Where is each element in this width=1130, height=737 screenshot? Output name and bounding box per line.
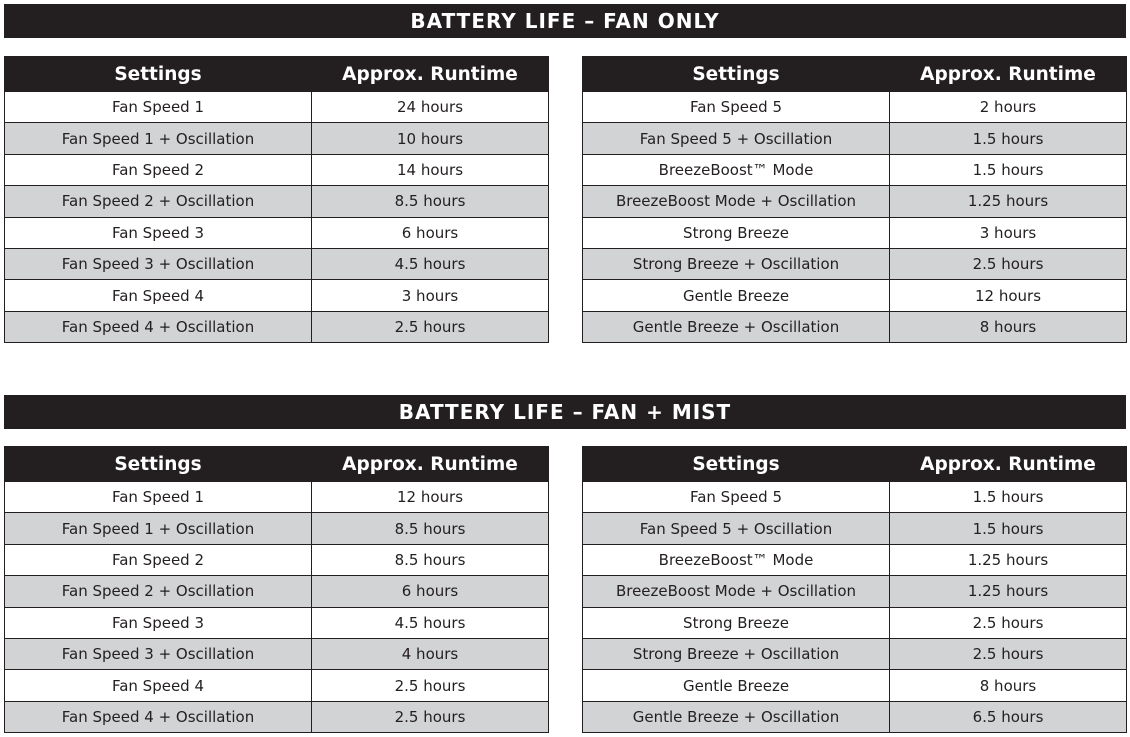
setting-cell: Fan Speed 4 — [5, 280, 312, 311]
table-row — [5, 217, 549, 248]
column-header-settings: Settings — [583, 57, 890, 92]
setting-cell: Fan Speed 5 + Oscillation — [583, 123, 890, 154]
runtime-cell: 1.25 hours — [890, 576, 1127, 607]
setting-cell: Fan Speed 1 — [5, 92, 312, 123]
runtime-cell: 1.5 hours — [890, 482, 1127, 513]
setting-cell: BreezeBoost Mode + Oscillation — [583, 576, 890, 607]
setting-cell: Fan Speed 1 + Oscillation — [5, 513, 312, 544]
runtime-cell: 12 hours — [312, 482, 549, 513]
setting-cell: Fan Speed 1 + Oscillation — [5, 123, 312, 154]
setting-cell: Gentle Breeze + Oscillation — [583, 701, 890, 732]
runtime-cell: 8.5 hours — [312, 186, 549, 217]
runtime-cell: 10 hours — [312, 123, 549, 154]
column-header-runtime: Approx. Runtime — [312, 447, 549, 482]
runtime-cell: 12 hours — [890, 280, 1127, 311]
table-row — [5, 576, 549, 607]
table-row — [583, 544, 1127, 575]
section-fan-mist — [4, 395, 1126, 735]
setting-cell: Fan Speed 4 + Oscillation — [5, 311, 312, 342]
runtime-cell: 2.5 hours — [312, 670, 549, 701]
setting-cell: Fan Speed 5 — [583, 482, 890, 513]
table-row — [583, 123, 1127, 154]
runtime-cell: 2.5 hours — [890, 638, 1127, 669]
column-header-settings: Settings — [5, 57, 312, 92]
table-row — [5, 482, 549, 513]
runtime-cell: 1.5 hours — [890, 123, 1127, 154]
runtime-cell: 1.25 hours — [890, 544, 1127, 575]
runtime-cell: 4.5 hours — [312, 248, 549, 279]
table-row — [583, 248, 1127, 279]
setting-cell: Fan Speed 4 + Oscillation — [5, 701, 312, 732]
runtime-cell: 8.5 hours — [312, 544, 549, 575]
table-row — [583, 513, 1127, 544]
runtime-cell: 2.5 hours — [312, 701, 549, 732]
table-header-row — [5, 57, 549, 92]
table-row — [583, 217, 1127, 248]
setting-cell: Fan Speed 5 + Oscillation — [583, 513, 890, 544]
setting-cell: BreezeBoost™ Mode — [583, 544, 890, 575]
runtime-table-left — [4, 56, 549, 343]
setting-cell: Gentle Breeze + Oscillation — [583, 311, 890, 342]
runtime-cell: 6 hours — [312, 576, 549, 607]
setting-cell: Strong Breeze + Oscillation — [583, 638, 890, 669]
runtime-table-right — [582, 56, 1127, 343]
runtime-cell: 2.5 hours — [890, 248, 1127, 279]
runtime-cell: 4.5 hours — [312, 607, 549, 638]
runtime-cell: 2.5 hours — [890, 607, 1127, 638]
runtime-table-right — [582, 446, 1127, 733]
runtime-cell: 1.25 hours — [890, 186, 1127, 217]
table-row — [5, 311, 549, 342]
table-header-row — [5, 447, 549, 482]
setting-cell: Fan Speed 3 + Oscillation — [5, 248, 312, 279]
runtime-cell: 4 hours — [312, 638, 549, 669]
table-row — [5, 186, 549, 217]
runtime-cell: 6.5 hours — [890, 701, 1127, 732]
table-row — [583, 638, 1127, 669]
setting-cell: Fan Speed 3 — [5, 217, 312, 248]
runtime-table-left — [4, 446, 549, 733]
table-row — [583, 670, 1127, 701]
table-row — [5, 280, 549, 311]
column-header-settings: Settings — [583, 447, 890, 482]
section-fan-only — [4, 4, 1126, 344]
column-header-runtime: Approx. Runtime — [312, 57, 549, 92]
setting-cell: Strong Breeze — [583, 607, 890, 638]
table-row — [583, 280, 1127, 311]
table-row — [5, 607, 549, 638]
setting-cell: Fan Speed 2 — [5, 154, 312, 185]
setting-cell: Fan Speed 4 — [5, 670, 312, 701]
table-row — [5, 513, 549, 544]
table-row — [583, 311, 1127, 342]
runtime-cell: 1.5 hours — [890, 154, 1127, 185]
runtime-cell: 1.5 hours — [890, 513, 1127, 544]
table-row — [5, 701, 549, 732]
table-row — [583, 607, 1127, 638]
runtime-cell: 3 hours — [890, 217, 1127, 248]
runtime-cell: 24 hours — [312, 92, 549, 123]
column-header-runtime: Approx. Runtime — [890, 447, 1127, 482]
table-row — [5, 638, 549, 669]
table-header-row — [583, 447, 1127, 482]
section-title: BATTERY LIFE – FAN + MIST — [4, 395, 1126, 429]
setting-cell: Fan Speed 2 — [5, 544, 312, 575]
table-row — [583, 186, 1127, 217]
table-row — [5, 154, 549, 185]
runtime-cell: 8.5 hours — [312, 513, 549, 544]
setting-cell: Fan Speed 1 — [5, 482, 312, 513]
table-row — [583, 701, 1127, 732]
section-title: BATTERY LIFE – FAN ONLY — [4, 4, 1126, 38]
table-header-row — [583, 57, 1127, 92]
column-header-settings: Settings — [5, 447, 312, 482]
setting-cell: Fan Speed 2 + Oscillation — [5, 576, 312, 607]
runtime-cell: 8 hours — [890, 311, 1127, 342]
table-row — [5, 544, 549, 575]
setting-cell: BreezeBoost Mode + Oscillation — [583, 186, 890, 217]
table-row — [5, 92, 549, 123]
setting-cell: Strong Breeze + Oscillation — [583, 248, 890, 279]
setting-cell: Strong Breeze — [583, 217, 890, 248]
setting-cell: Fan Speed 5 — [583, 92, 890, 123]
runtime-cell: 2.5 hours — [312, 311, 549, 342]
table-row — [583, 482, 1127, 513]
runtime-cell: 3 hours — [312, 280, 549, 311]
table-row — [583, 154, 1127, 185]
runtime-cell: 8 hours — [890, 670, 1127, 701]
setting-cell: Gentle Breeze — [583, 280, 890, 311]
runtime-cell: 6 hours — [312, 217, 549, 248]
setting-cell: Fan Speed 2 + Oscillation — [5, 186, 312, 217]
table-row — [583, 92, 1127, 123]
table-row — [5, 123, 549, 154]
runtime-cell: 2 hours — [890, 92, 1127, 123]
column-header-runtime: Approx. Runtime — [890, 57, 1127, 92]
table-row — [5, 248, 549, 279]
table-row — [5, 670, 549, 701]
setting-cell: BreezeBoost™ Mode — [583, 154, 890, 185]
setting-cell: Fan Speed 3 + Oscillation — [5, 638, 312, 669]
runtime-cell: 14 hours — [312, 154, 549, 185]
setting-cell: Gentle Breeze — [583, 670, 890, 701]
table-row — [583, 576, 1127, 607]
setting-cell: Fan Speed 3 — [5, 607, 312, 638]
